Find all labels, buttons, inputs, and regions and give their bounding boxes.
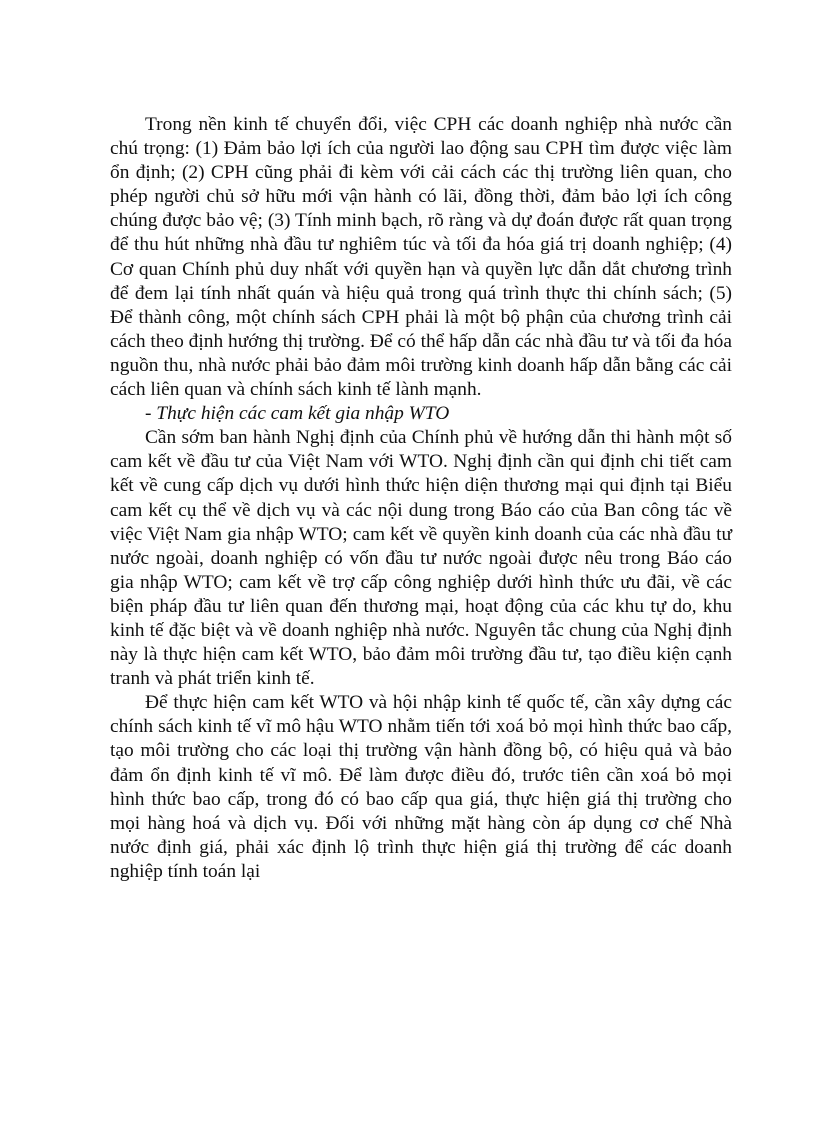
section-heading-wto: - Thực hiện các cam kết gia nhập WTO [145,403,450,425]
paragraph-macro-policy: Để thực hiện cam kết WTO và hội nhập kinh tế quốc tế, cần xây dựng các chính sách kinh tế vĩ mô hậu WTO nhằm tiến tới xoá bỏ mọi hình thức bao cấp, tạo môi trường cho các loại thị trường vận hành đồng bộ, có hiệu quả và bảo đảm ổn định kinh tế vĩ mô. Để làm được điều đó, trước tiên cần xoá bỏ mọi hình thức bao cấp, trong đó có bao cấp qua giá, thực hiện giá thị trường cho mọi hàng hoá và dịch vụ. Đối với những mặt hàng còn áp dụng cơ chế Nhà nước định giá, phải xác định lộ trình thực hiện giá thị trường để các doanh nghiệp tính toán lại [110,692,732,882]
paragraph-privatization: Trong nền kinh tế chuyển đổi, việc CPH các doanh nghiệp nhà nước cần chú trọng: (1) Đảm bảo lợi ích của người lao động sau CPH tìm được việc làm ổn định; (2) CPH cũng phải đi kèm với cải cách các thị trường liên quan, cho phép người chủ sở hữu mới vận hành có lãi, đồng thời, đảm bảo lợi ích công chúng được bảo vệ; (3) Tính minh bạch, rõ ràng và dự đoán được rất quan trọng để thu hút những nhà đầu tư nghiêm túc và tối đa hóa giá trị doanh nghiệp; (4) Cơ quan Chính phủ duy nhất với quyền hạn và quyền lực dẫn dắt chương trình để đem lại tính nhất quán và hiệu quả trong quá trình thực thi chính sách; (5) Để thành công, một chính sách CPH phải là một bộ phận của chương trình cải cách theo định hướng thị trường. Để có thể hấp dẫn các nhà đầu tư và tối đa hóa nguồn thu, nhà nước phải bảo đảm môi trường kinh doanh hấp dẫn bằng các cải cách liên quan và chính sách kinh tế lành mạnh. [110,114,732,401]
document-page [110,113,732,884]
paragraph-decree: Cần sớm ban hành Nghị định của Chính phủ về hướng dẫn thi hành một số cam kết về đầu tư của Việt Nam với WTO. Nghị định cần qui định chi tiết cam kết về cung cấp dịch vụ dưới hình thức hiện diện thương mại qui định tại Biểu cam kết cụ thể về dịch vụ và các nội dung trong Báo cáo của Ban công tác về việc Việt Nam gia nhập WTO; cam kết về quyền kinh doanh của các nhà đầu tư nước ngoài, doanh nghiệp có vốn đầu tư nước ngoài được nêu trong Báo cáo gia nhập WTO; cam kết về trợ cấp công nghiệp dưới hình thức ưu đãi, về các biện pháp đầu tư liên quan đến thương mại, hoạt động của các khu tự do, khu kinh tế đặc biệt và về doanh nghiệp nhà nước. Nguyên tắc chung của Nghị định này là thực hiện cam kết WTO, bảo đảm môi trường đầu tư, tạo điều kiện cạnh tranh và phát triển kinh tế. [110,427,732,690]
